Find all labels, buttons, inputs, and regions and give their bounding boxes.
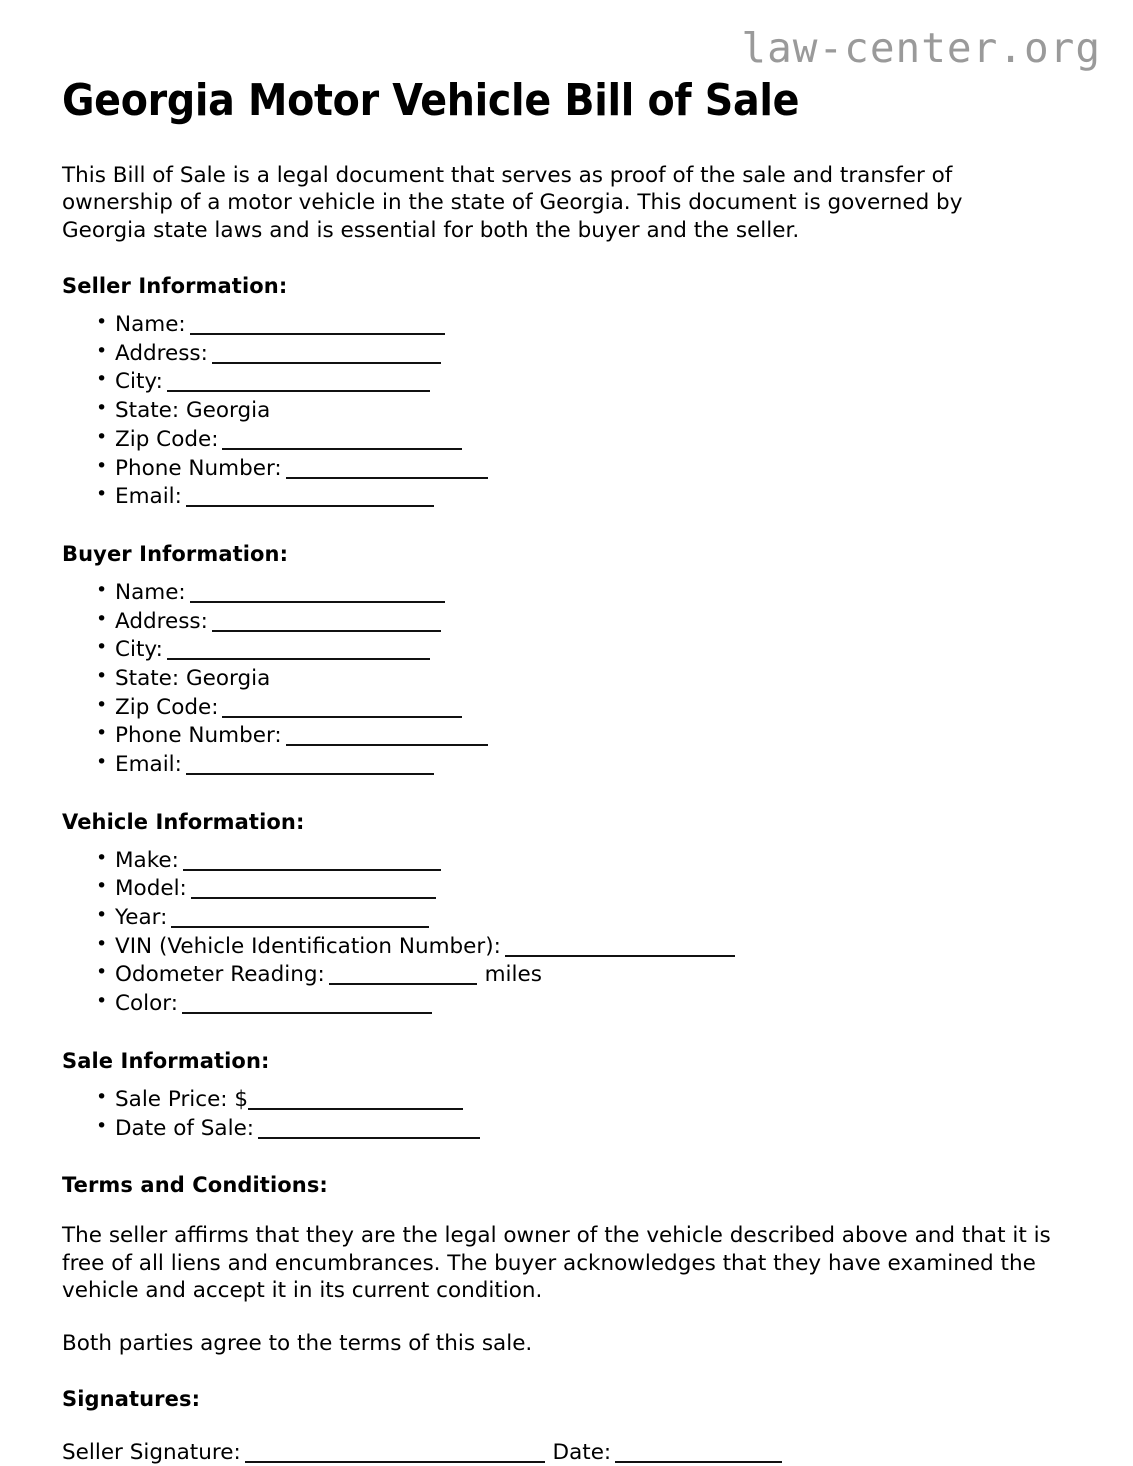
- vehicle-field-item: [62, 961, 1072, 990]
- vehicle-field-label: VIN (Vehicle Identification Number):: [115, 933, 501, 959]
- vehicle-field-suffix: miles: [477, 962, 542, 988]
- buyer-field-blank[interactable]: [286, 729, 488, 746]
- buyer-field-blank[interactable]: [190, 586, 445, 603]
- document-content: [62, 0, 1072, 1466]
- buyer-field-label: State: Georgia: [115, 665, 271, 691]
- vehicle-field-blank[interactable]: [182, 997, 432, 1014]
- vehicle-field-label: Model:: [115, 876, 187, 902]
- vehicle-field-item: [62, 847, 1072, 876]
- seller-signature-blank[interactable]: [245, 1446, 545, 1463]
- seller-field-item: [62, 311, 1072, 340]
- buyer-field-blank[interactable]: [186, 758, 434, 775]
- vehicle-field-item: [62, 990, 1072, 1019]
- seller-field-item: [62, 340, 1072, 369]
- buyer-field-item: [62, 608, 1072, 637]
- sale-information-heading: Sale Information:: [62, 1048, 270, 1073]
- buyer-field-blank[interactable]: [167, 643, 430, 660]
- seller-field-blank[interactable]: [222, 433, 462, 450]
- sale-field-item: [62, 1115, 1072, 1144]
- vehicle-field-item: [62, 875, 1072, 904]
- site-watermark: law-center.org: [741, 24, 1101, 72]
- sale-field-blank[interactable]: [248, 1093, 463, 1110]
- buyer-field-label: Name:: [115, 579, 186, 605]
- seller-field-item: [62, 483, 1072, 512]
- vehicle-field-label: Color:: [115, 991, 178, 1017]
- seller-field-item: [62, 397, 1072, 426]
- seller-field-label: Address:: [115, 340, 208, 366]
- sale-field-item: [62, 1086, 1072, 1115]
- vehicle-field-label: Year:: [115, 905, 168, 931]
- seller-field-label: Zip Code:: [115, 426, 219, 452]
- buyer-information-list: [62, 566, 1072, 780]
- signature-date-label: Date:: [552, 1440, 612, 1466]
- seller-field-item: [62, 426, 1072, 455]
- buyer-field-item: [62, 694, 1072, 723]
- seller-field-item: [62, 455, 1072, 484]
- seller-field-blank[interactable]: [212, 347, 441, 364]
- sale-field-label: Date of Sale:: [115, 1115, 255, 1141]
- seller-field-blank[interactable]: [167, 375, 430, 392]
- seller-field-label: State: Georgia: [115, 398, 271, 424]
- signatures-heading: Signatures:: [62, 1387, 201, 1412]
- vehicle-field-label: Make:: [115, 847, 179, 873]
- buyer-field-label: City:: [115, 637, 163, 663]
- seller-field-label: Email:: [115, 484, 182, 510]
- seller-field-blank[interactable]: [286, 462, 488, 479]
- buyer-field-label: Zip Code:: [115, 694, 219, 720]
- vehicle-field-item: [62, 933, 1072, 962]
- terms-paragraph-1: The seller affirms that they are the legal owner of the vehicle described above and that it is free of all liens and encumbrances. The buyer acknowledges that they have examined the vehicle and accept it in its current condition.: [62, 1223, 1051, 1304]
- page-title: Georgia Motor Vehicle Bill of Sale: [62, 75, 800, 126]
- vehicle-field-blank[interactable]: [329, 968, 477, 985]
- vehicle-field-blank[interactable]: [191, 882, 436, 899]
- sale-field-blank[interactable]: [258, 1122, 480, 1139]
- vehicle-information-list: [62, 834, 1072, 1019]
- buyer-field-blank[interactable]: [222, 701, 462, 718]
- seller-information-heading: Seller Information:: [62, 274, 288, 299]
- vehicle-field-blank[interactable]: [505, 940, 735, 957]
- vehicle-information-heading: Vehicle Information:: [62, 809, 305, 834]
- buyer-field-blank[interactable]: [212, 615, 441, 632]
- seller-signature-line: [62, 1411, 1072, 1466]
- vehicle-field-label: Odometer Reading:: [115, 962, 325, 988]
- vehicle-field-item: [62, 904, 1072, 933]
- sale-information-list: [62, 1073, 1072, 1143]
- terms-and-conditions-heading: Terms and Conditions:: [62, 1173, 328, 1198]
- buyer-field-label: Email:: [115, 752, 182, 777]
- seller-information-list: [62, 298, 1072, 512]
- buyer-field-label: Phone Number:: [115, 723, 282, 749]
- seller-field-label: Name:: [115, 312, 186, 338]
- intro-paragraph: This Bill of Sale is a legal document that serves as proof of the sale and transfer of ownership of a motor vehicle in the state of Georgia. This document is governed by Georgia state laws and is essential for both the buyer and the seller.: [62, 162, 963, 243]
- buyer-field-item: [62, 751, 1072, 780]
- seller-field-item: [62, 368, 1072, 397]
- seller-field-blank[interactable]: [186, 490, 434, 507]
- vehicle-field-blank[interactable]: [183, 854, 441, 871]
- seller-signature-label: Seller Signature:: [62, 1440, 241, 1466]
- seller-field-label: City:: [115, 369, 163, 395]
- buyer-field-item: [62, 665, 1072, 694]
- buyer-field-item: [62, 636, 1072, 665]
- seller-field-label: Phone Number:: [115, 455, 282, 481]
- buyer-field-item: [62, 579, 1072, 608]
- vehicle-field-blank[interactable]: [171, 911, 429, 928]
- sale-field-label: Sale Price: $: [115, 1086, 249, 1112]
- seller-field-blank[interactable]: [190, 318, 445, 335]
- signature-date-blank[interactable]: [615, 1446, 782, 1463]
- buyer-information-heading: Buyer Information:: [62, 541, 289, 566]
- terms-paragraph-2: Both parties agree to the terms of this sale.: [62, 1330, 533, 1356]
- buyer-field-label: Address:: [115, 608, 208, 634]
- buyer-field-item: [62, 722, 1072, 751]
